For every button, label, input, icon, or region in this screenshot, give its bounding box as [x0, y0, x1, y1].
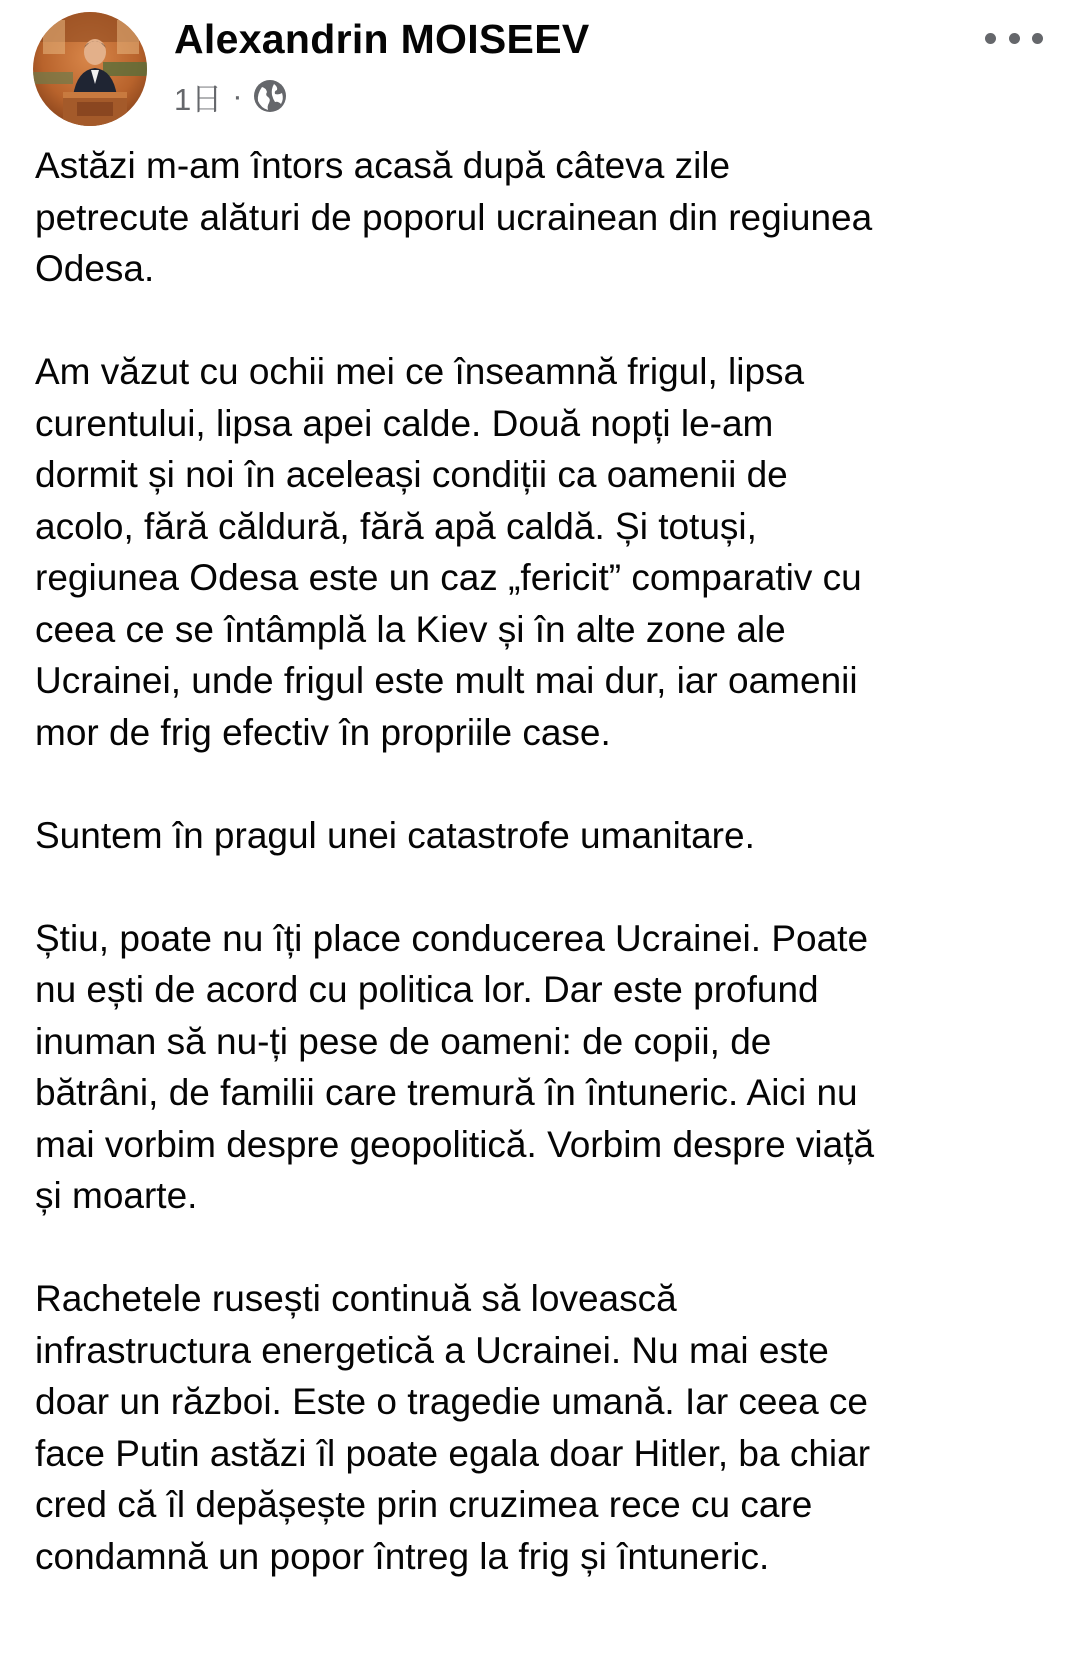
more-options-button[interactable]: [985, 26, 1043, 50]
post-header: [0, 0, 1080, 130]
post-paragraph: Suntem în pragul unei catastrofe umanitare.: [35, 814, 755, 856]
post-timestamp[interactable]: 1日: [174, 81, 223, 117]
post-paragraph: Știu, poate nu îți place conducerea Ucrainei. Poate nu ești de acord cu politica lor. Dar este profund inuman să nu-ți pese de oameni: de copii, de bătrâni, de familii care tremură în întuneric. Aici nu mai vorbim despre geopolitică. Vorbim despre viață și moarte.: [35, 917, 875, 1216]
post-meta: [174, 76, 287, 116]
post-paragraph: Astăzi m-am întors acasă după câteva zile petrecute alături de poporul ucrainean din regiunea Odesa.: [35, 145, 873, 289]
profile-photo-icon: [33, 12, 147, 126]
post-body: [35, 140, 1065, 1582]
more-options-dot-icon: [1032, 33, 1043, 44]
more-options-dot-icon: [985, 33, 996, 44]
post-paragraph: Rachetele rusești continuă să lovească infrastructura energetică a Ucrainei. Nu mai este doar un război. Este o tragedie umană. Iar ceea ce face Putin astăzi îl poate egala doar Hitler, ba chiar cred că îl depășește prin cruzimea rece cu care condamnă un popor întreg la frig și întuneric.: [35, 1278, 871, 1577]
globe-icon[interactable]: [253, 79, 287, 113]
meta-separator: ·: [232, 78, 243, 113]
author-avatar[interactable]: [33, 12, 147, 126]
more-options-dot-icon: [1009, 33, 1020, 44]
author-name[interactable]: Alexandrin MOISEEV: [174, 16, 590, 62]
post-paragraph: Am văzut cu ochii mei ce înseamnă frigul, lipsa curentului, lipsa apei calde. Două nopți le-am dormit și noi în aceleași condiții ca oamenii de acolo, fără căldură, fără apă caldă. Și totuși, regiunea Odesa este un caz „fericit” comparativ cu ceea ce se întâmplă la Kiev și în alte zone ale Ucrainei, unde frigul este mult mai dur, iar oamenii mor de frig efectiv în propriile case.: [35, 351, 862, 753]
